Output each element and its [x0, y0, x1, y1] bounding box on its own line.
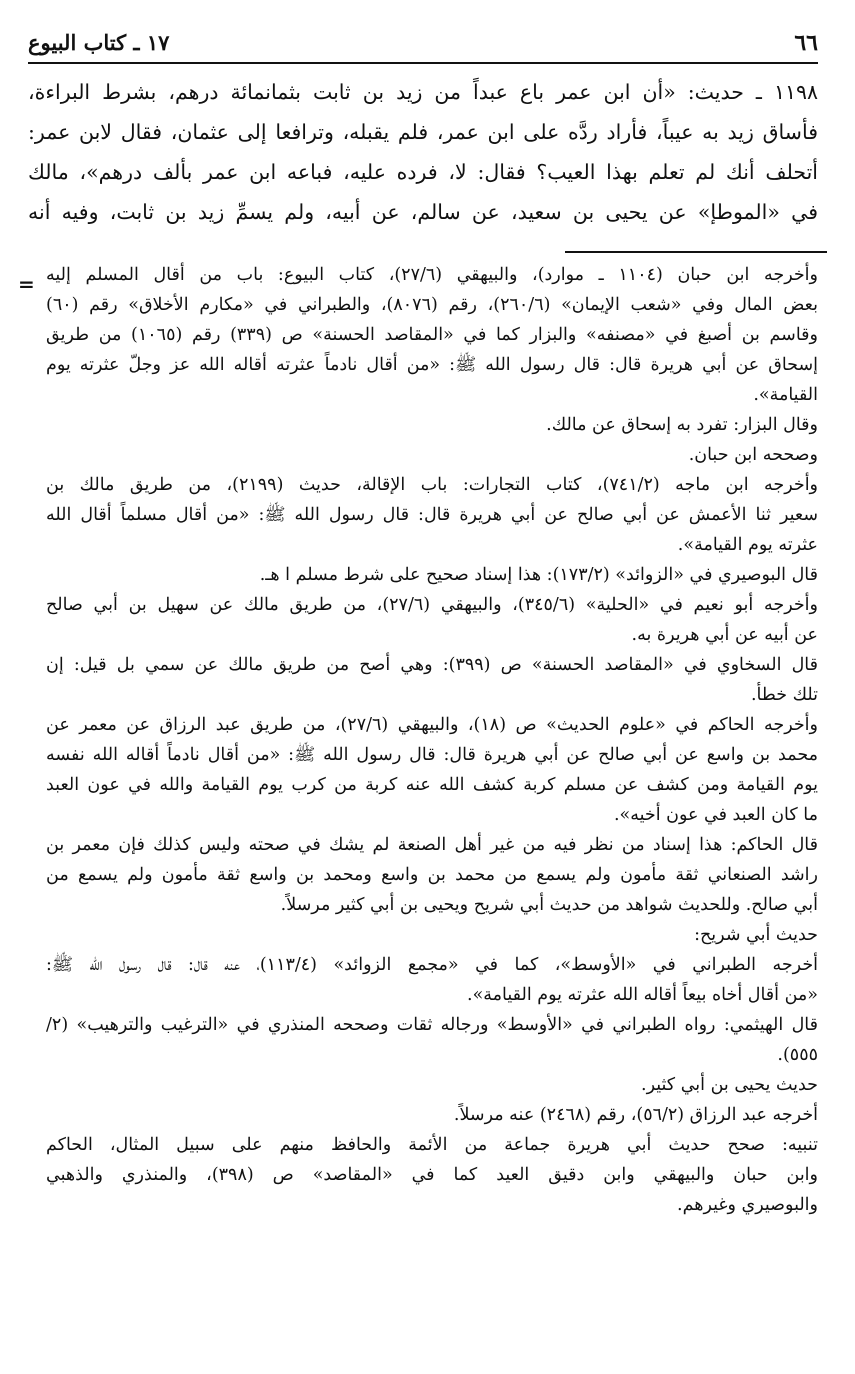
footnote-line: قال السخاوي في «المقاصد الحسنة» ص (٣٩٩): وهي أصح من طريق مالك عن سمي بل قيل: إن [46, 655, 818, 675]
footnote-line: القيامة». [753, 385, 818, 405]
footnote-line: ما كان العبد في عون أخيه». [613, 805, 818, 825]
footnote-line: وأخرجه أبو نعيم في «الحلية» (٣٤٥/٦)، والبيهقي (٢٧/٦)، من طريق مالك عن سهيل بن أبي صالح [46, 595, 818, 615]
footnote-line: تلك خطأ. [750, 685, 818, 705]
footnote-line: أبي صالح. وللحديث شواهد من حديث أبي شريح ويحيى بن أبي كثير مرسلاً. [280, 895, 818, 915]
footnote-line: وأخرجه الحاكم في «علوم الحديث» ص (١٨)، والبيهقي (٢٧/٦)، من طريق عبد الرزاق عن معمر عن [46, 715, 818, 735]
main-text [28, 72, 818, 232]
footnote-line: وقاسم بن أصبغ في «مصنفه» والبزار كما في «المقاصد الحسنة» ص (٣٣٩) رقم (١٠٦٥) من طريق [46, 325, 818, 345]
footnote-line: حديث أبي شريح: [694, 925, 818, 945]
footnote-line: راشد الصنعاني ثقة مأمون ولم يسمع من محمد بن واسع ومحمد بن واسع ثقة مأمون ولم يسمع من [46, 865, 818, 885]
footnote-line: أخرجه عبد الرزاق (٥٦/٢)، رقم (٢٤٦٨) عنه مرسلاً. [453, 1105, 818, 1125]
footnote-line: قال الهيثمي: رواه الطبراني في «الأوسط» ورجاله ثقات وصححه المنذري في «الترغيب والترهيب» (٢/ [46, 1015, 818, 1035]
main-text-line: ١١٩٨ ـ حديث: «أن ابن عمر باع عبداً من زيد بن ثابت بثمانمائة درهم، بشرط البراءة، [28, 80, 818, 104]
footnote-line: تنبيه: صحح حديث أبي هريرة جماعة من الأئمة والحافظ منهم على سبيل المثال، الحاكم [46, 1135, 818, 1155]
footnote-line: وابن حبان والبيهقي وابن دقيق العيد كما في «المقاصد» ص (٣٩٨)، والمنذري والذهبي [46, 1165, 818, 1185]
main-text-line: في «الموطإ» عن يحيى بن سعيد، عن سالم، عن أبيه، ولم يسمِّ زيد بن ثابت، وفيه أنه [28, 200, 818, 224]
footnote-line: وصححه ابن حبان. [688, 445, 818, 465]
footnote-line: محمد بن واسع عن أبي صالح عن أبي هريرة قال: قال رسول الله ﷺ: «من أقال نادماً أقاله الله نفسه [46, 745, 818, 765]
page-number: ٦٦ [794, 30, 818, 56]
footnote-line: وأخرجه ابن حبان (١١٠٤ ـ موارد)، والبيهقي (٢٧/٦)، كتاب البيوع: باب من أقال المسلم إليه [46, 265, 818, 285]
main-text-line: أتحلف أنك لم تعلم بهذا العيب؟ فقال: لا، فرده عليه، فباعه ابن عمر بألف درهم»، مالك [28, 160, 818, 184]
footnote-line: سعير ثنا الأعمش عن أبي صالح عن أبي هريرة قال: قال رسول الله ﷺ: «من أقال مسلماً أقال الله [46, 505, 818, 525]
main-text-line: فأساق زيد به عيباً، فأراد ردَّه على ابن عمر، فلم يقبله، وترافعا إلى عثمان، فقال لابن عمر: [28, 120, 818, 144]
footnote-line: وقال البزار: تفرد به إسحاق عن مالك. [546, 415, 818, 435]
footnote-line: قال الحاكم: هذا إسناد من نظر فيه من غير أهل الصنعة لم يشك في صحته وليس كذلك فإن معمر بن [46, 835, 818, 855]
footnote-line: قال البوصيري في «الزوائد» (١٧٣/٢): هذا إسناد صحيح على شرط مسلم ا هـ. [259, 565, 818, 585]
footnote-line: عثرته يوم القيامة». [677, 535, 818, 555]
footnote-separator [565, 251, 827, 253]
running-title: ١٧ ـ كتاب البيوع [28, 30, 170, 55]
footnote-line: حديث يحيى بن أبي كثير. [641, 1075, 818, 1095]
footnote-line: أخرجه الطبراني في «الأوسط»، كما في «مجمع الزوائد» (١١٣/٤)، عنه قال: قال رسول الله ﷺ: [46, 955, 818, 975]
footnote-line: وأخرجه ابن ماجه (٧٤١/٢)، كتاب التجارات: باب الإقالة، حديث (٢١٩٩)، من طريق مالك بن [46, 475, 818, 495]
footnote-line: بعض المال وفي «شعب الإيمان» (٢٦٠/٦)، رقم (٨٠٧٦)، والطبراني في «مكارم الأخلاق» رقم (٦٠) [46, 295, 818, 315]
footnote-line: يوم القيامة ومن كشف عن مسلم كربة كشف الله عنه كربة من كرب يوم القيامة والله في عون العبد [46, 775, 818, 795]
footnote-continuation-mark: = [18, 272, 35, 296]
footnote-line: والبوصيري وغيرهم. [677, 1195, 818, 1215]
footnotes [46, 260, 818, 1220]
footnote-line: إسحاق عن أبي هريرة قال: قال رسول الله ﷺ: «من أقال نادماً عثرته أقاله الله عز وجلّ عثرته يوم [46, 355, 818, 375]
footnote-line: «من أقال أخاه بيعاً أقاله الله عثرته يوم القيامة». [467, 985, 818, 1005]
footnote-line: عن أبيه عن أبي هريرة به. [631, 625, 818, 645]
page-header [28, 30, 818, 64]
footnote-line: ٥٥٥). [777, 1045, 818, 1065]
